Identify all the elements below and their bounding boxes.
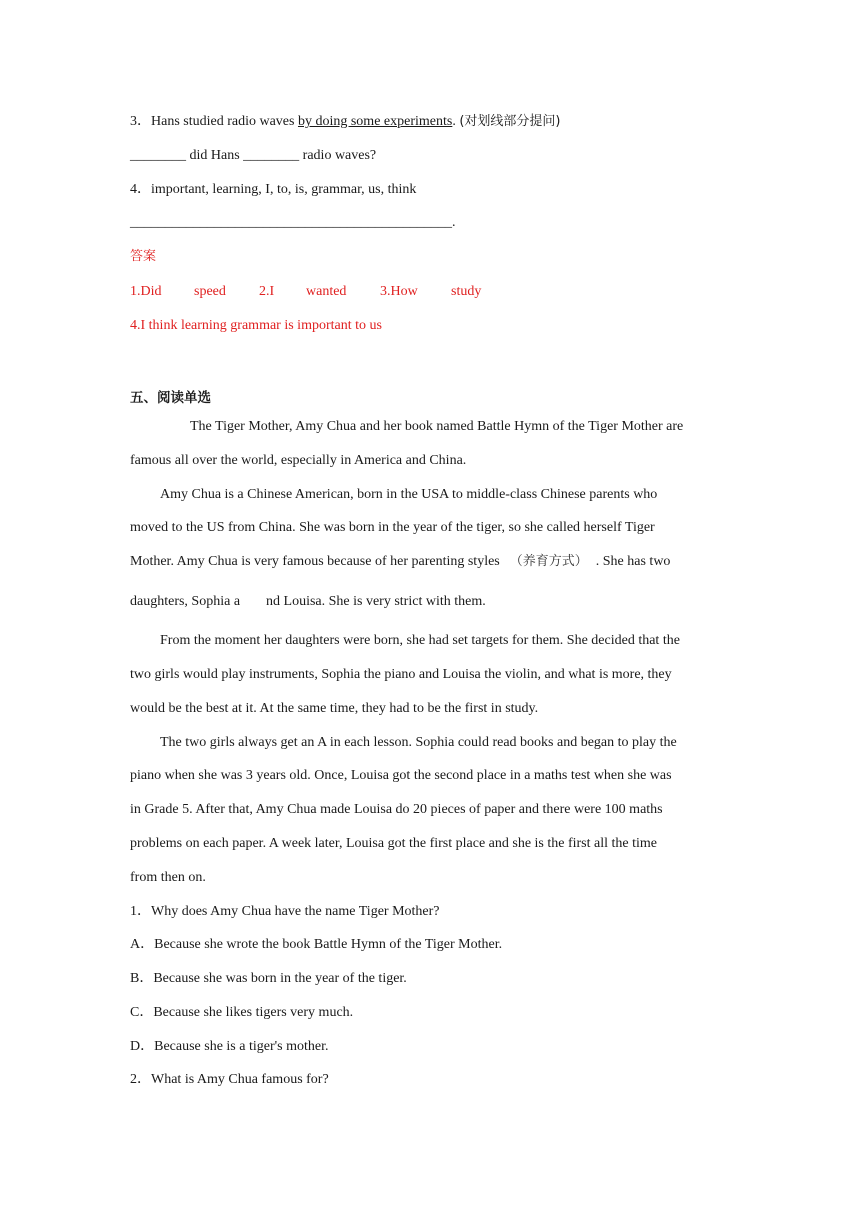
question-2: 2．What is Amy Chua famous for?	[130, 1072, 329, 1087]
blank: ________	[243, 148, 300, 163]
chinese-gloss: （养育方式）	[509, 554, 588, 569]
passage-line: From the moment her daughters were born, she had set targets for them. She decided that the	[160, 633, 680, 648]
exercise-3-answer-line: ________ did Hans ________ radio waves?	[130, 148, 377, 163]
exercise-3-hint: (对划线部分提问)	[459, 114, 561, 129]
passage-line: piano when she was 3 years old. Once, Louisa got the second place in a maths test when she was	[130, 768, 672, 783]
exercise-4-prompt	[130, 181, 416, 199]
exercise-3-text: Hans studied radio waves	[151, 114, 298, 129]
exercise-4-answer-line: ______________________________________________.	[130, 215, 456, 230]
answer-item: 2.I	[259, 284, 275, 299]
passage-line: two girls would play instruments, Sophia the piano and Louisa the violin, and what is more, they	[130, 667, 672, 682]
answer-item: study	[451, 284, 482, 299]
answer-item: wanted	[306, 284, 347, 299]
exercise-3-underlined: by doing some experiments	[297, 114, 453, 129]
passage-line: The two girls always get an A in each lesson. Sophia could read books and began to play the	[160, 735, 677, 750]
question-1-option-c: C．Because she likes tigers very much.	[130, 1005, 354, 1020]
answers-title: 答案	[130, 249, 157, 264]
exercise-3-number: 3．	[130, 114, 151, 129]
passage-line: The Tiger Mother, Amy Chua and her book named Battle Hymn of the Tiger Mother are	[190, 419, 684, 434]
passage-line: problems on each paper. A week later, Louisa got the first place and she is the first all the time	[130, 836, 658, 851]
question-1-option-d: D．Because she is a tiger's mother.	[130, 1039, 329, 1054]
passage-line: in Grade 5. After that, Amy Chua made Louisa do 20 pieces of paper and there were 100 maths	[130, 802, 663, 817]
passage-line: would be the best at it. At the same time, they had to be the first in study.	[130, 701, 539, 716]
answer-item: 3.How	[380, 284, 418, 299]
passage-line: Amy Chua is a Chinese American, born in the USA to middle-class Chinese parents who	[160, 487, 658, 502]
exercise-4-words: important, learning, I, to, is, grammar, us, think	[151, 182, 417, 197]
answers-row-1	[130, 283, 481, 301]
section-heading: 五、阅读单选	[130, 390, 211, 406]
exercise-4-number: 4．	[130, 182, 151, 197]
question-1-option-a: A．Because she wrote the book Battle Hymn of the Tiger Mother.	[130, 937, 503, 952]
question-1: 1．Why does Amy Chua have the name Tiger Mother?	[130, 904, 440, 919]
passage-line: daughters, Sophia a nd Louisa. She is very strict with them.	[130, 594, 486, 609]
passage-line: famous all over the world, especially in America and China.	[130, 453, 467, 468]
passage-line: moved to the US from China. She was born in the year of the tiger, so she called herself Tiger	[130, 520, 655, 535]
question-1-option-b: B．Because she was born in the year of the tiger.	[130, 971, 407, 986]
blank: ________	[130, 148, 186, 163]
passage-line: Mother. Amy Chua is very famous because of her parenting styles （养育方式） . She has two	[130, 554, 671, 569]
answers-row-2: 4.I think learning grammar is important to us	[130, 318, 382, 333]
answer-item: 1.Did	[130, 284, 162, 299]
passage-line: from then on.	[130, 870, 206, 885]
exercise-3-prompt: 3．Hans studied radio waves by doing some experiments. (对划线部分提问)	[130, 114, 561, 129]
answer-item: speed	[194, 284, 226, 299]
